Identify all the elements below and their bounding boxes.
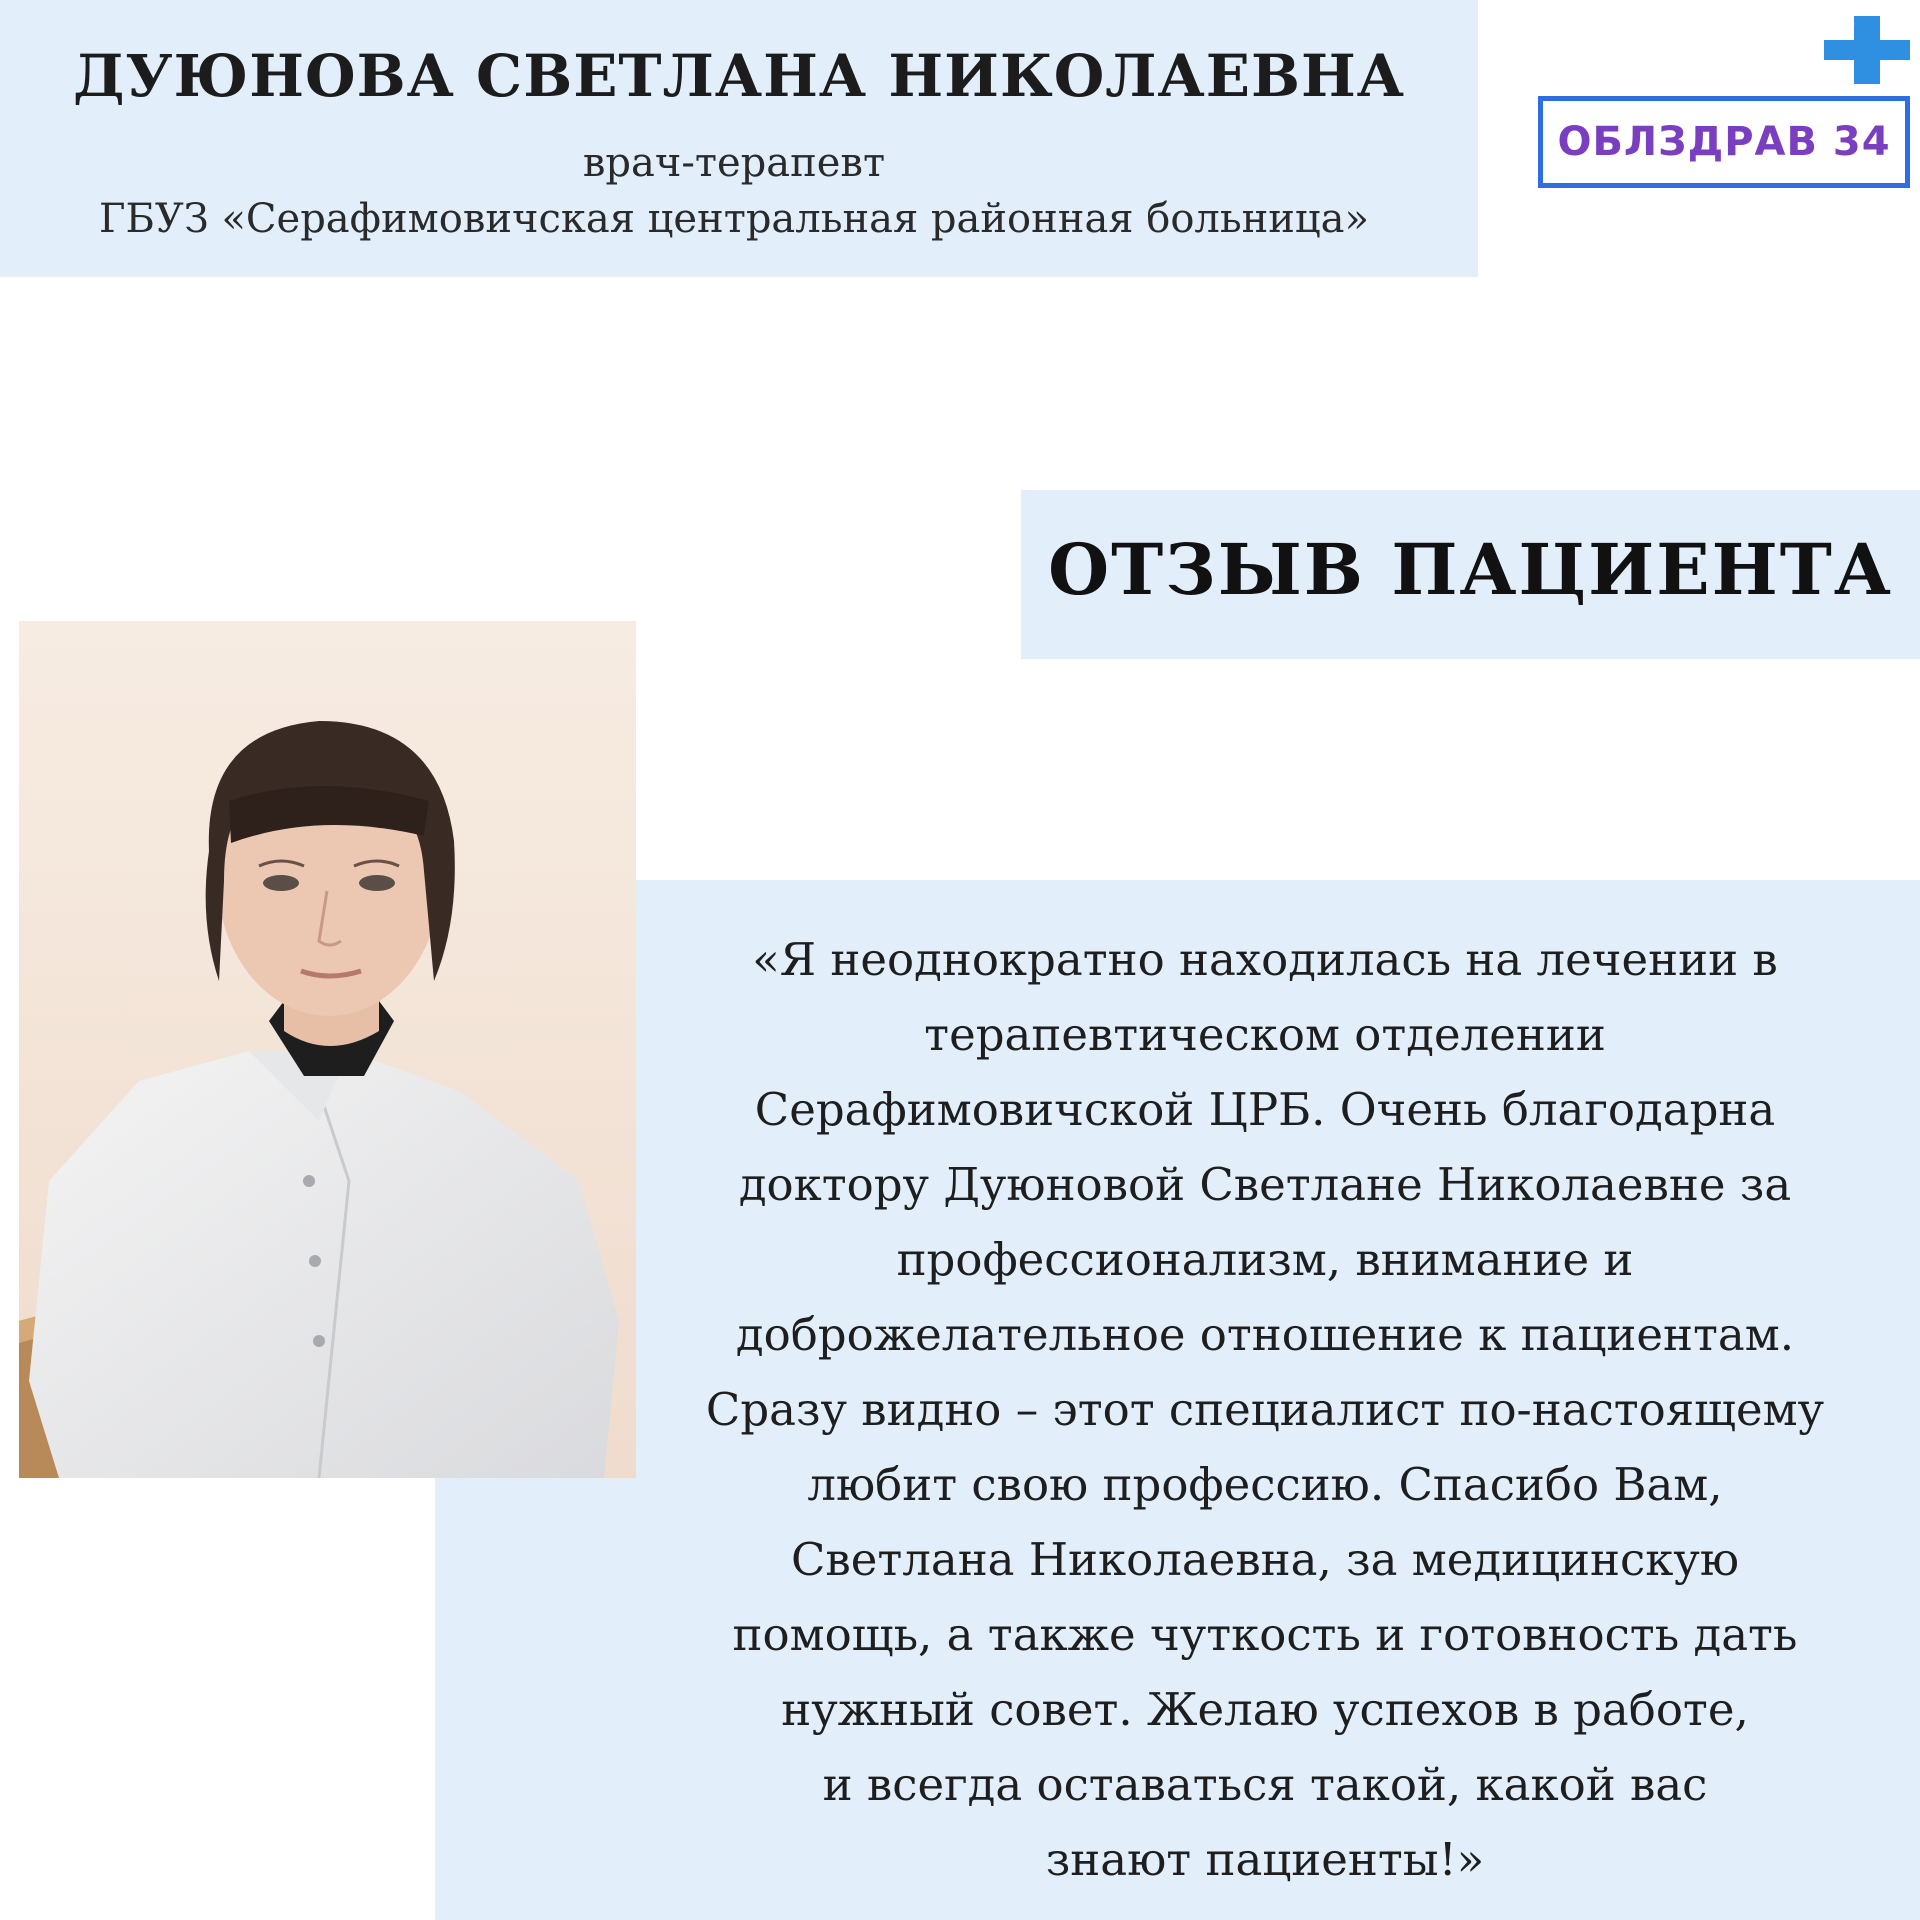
review-title-panel — [1021, 490, 1920, 659]
review-line: помощь, а также чуткость и готовность дать — [732, 1608, 1798, 1661]
review-line: терапевтическом отделении — [924, 1008, 1606, 1061]
review-panel — [435, 880, 1920, 1920]
review-line: и всегда оставаться такой, какой вас — [822, 1758, 1708, 1811]
doctor-photo — [19, 621, 636, 1478]
review-line: знают пациенты!» — [1045, 1833, 1485, 1886]
doctor-portrait-image — [19, 621, 636, 1478]
logo-text: ОБЛЗДРАВ 34 — [1557, 119, 1891, 165]
doctor-organization: ГБУЗ «Серафимовичская центральная районная больница» — [99, 196, 1369, 242]
review-title: ОТЗЫВ ПАЦИЕНТА — [1048, 528, 1893, 611]
doctor-position: врач-терапевт — [582, 140, 886, 186]
review-line: доктору Дуюновой Светлане Николаевне за — [738, 1158, 1792, 1211]
review-line: Сразу видно – этот специалист по-настоящему — [705, 1383, 1825, 1436]
review-line: «Я неоднократно находилась на лечении в — [752, 933, 1778, 986]
review-line: любит свою профессию. Спасибо Вам, — [807, 1458, 1723, 1511]
review-line: профессионализм, внимание и — [896, 1233, 1634, 1286]
review-line: нужный совет. Желаю успехов в работе, — [781, 1683, 1749, 1736]
review-line: Светлана Николаевна, за медицинскую — [790, 1533, 1739, 1586]
oblzdrav-logo — [1536, 16, 1911, 191]
medical-cross-icon — [1824, 16, 1910, 84]
review-line: доброжелательное отношение к пациентам. — [735, 1308, 1795, 1361]
logo-frame — [1538, 96, 1910, 188]
header-panel — [0, 0, 1478, 277]
review-text — [665, 922, 1865, 1897]
doctor-name: ДУЮНОВА СВЕТЛАНА НИКОЛАЕВНА — [72, 42, 1406, 110]
review-line: Серафимовичской ЦРБ. Очень благодарна — [754, 1083, 1776, 1136]
